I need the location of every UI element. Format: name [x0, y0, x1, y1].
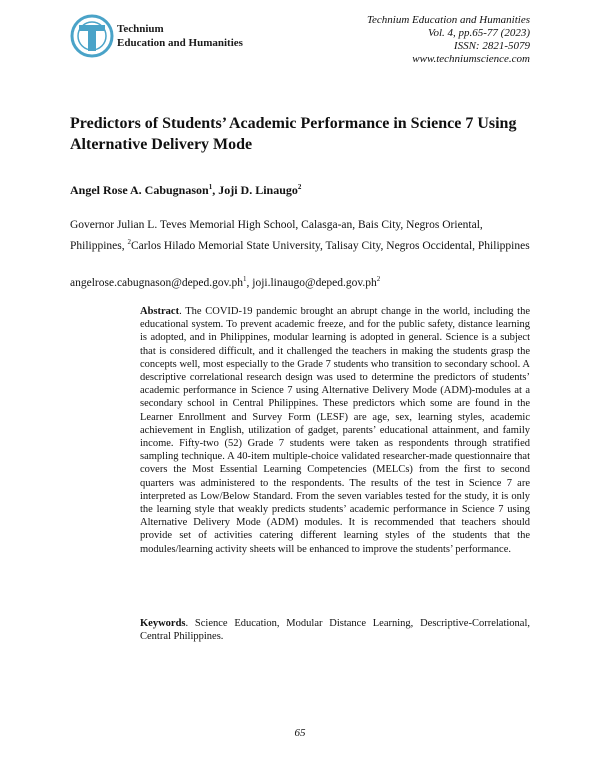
affiliations: [70, 217, 540, 255]
author-name: Angel Rose A. Cabugnason: [70, 183, 209, 197]
email-address: angelrose.cabugnason@deped.gov.ph: [70, 276, 244, 289]
email-address: joji.linaugo@deped.gov.ph: [252, 276, 377, 289]
email-separator: ,: [246, 276, 253, 289]
keywords: [140, 617, 530, 643]
technium-t-logo-icon: [70, 12, 114, 60]
abstract: [140, 305, 530, 556]
keywords-label: Keywords: [140, 618, 186, 629]
author-name: Joji D. Linaugo: [218, 183, 298, 197]
page-number: 65: [294, 727, 306, 739]
logo-line-1: Technium: [117, 23, 164, 35]
author-list: [70, 183, 301, 198]
journal-name: Technium Education and Humanities: [366, 14, 530, 26]
affiliation-mark: 2: [127, 238, 132, 246]
email-mark: 1: [243, 275, 247, 283]
journal-header: [367, 14, 530, 66]
abstract-label: Abstract: [140, 306, 180, 317]
abstract-text: . The COVID-19 pandemic brought an abrupt change in the world, including the educational system. To prevent academic freeze, and for the public safety, distance learning is adopted, and in Philippines, modular learning is adopted in general. Science is a subject that is considered difficult, and it challenged the teachers in making the students grasp the concepts well, most especially to the Grade 7 students who transition to secondary school. A descriptive correlational research design was used to determine the predictors of students’ academic performance in Science 7 using Alternative Delivery Mode (ADM)-modules at a secondary school in Central Philippines. These predictors which some are found in the Learner Enrollment and Survey Form (LESF) are age, sex, learning styles, academic achievement in English, utilization of gadget, parents’ educational attainment, and family income. Fifty-two (52) Grade 7 students were taken as respondents through stratified sampling technique. A 40-item multiple-choice validated researcher-made questionnaire that covers the Most Essential Learning Competencies (MELCs) from the first to second quarters was administered to the respondents. The results of the test in Science 7 are interpreted as Low/Below Standard. From the seven variables tested for the study, it is only the learning style that weakly predicts students’ academic performance in Science 7 using Alternative Delivery Mode (ADM) modules. It is recommended that teachers should provide set of activities catering different learning styles of the students that the modules/learning activity sheets will be enhanced to improve the students’ performance.: [140, 306, 530, 555]
author-affiliation-mark: 2: [297, 183, 302, 191]
author-affiliation-mark: 1: [208, 183, 213, 191]
journal-logo: [70, 12, 250, 60]
journal-website: www.techniumscience.com: [412, 53, 530, 65]
logo-text: [117, 22, 243, 50]
keywords-text: . Science Education, Modular Distance Learning, Descriptive-Correlational, Central Philippines.: [140, 618, 530, 643]
author-separator: ,: [212, 183, 219, 197]
email-mark: 2: [376, 275, 381, 283]
journal-issn: ISSN: 2821-5079: [453, 40, 530, 52]
journal-volume: Vol. 4, pp.65-77 (2023): [427, 27, 530, 39]
affiliation-1: Governor Julian L. Teves Memorial High School, Calasga-an, Bais City, Negros Oriental, Philippines,: [70, 219, 483, 252]
paper-title: Predictors of Students’ Academic Performance in Science 7 Using Alternative Delivery Mode: [70, 115, 517, 153]
affiliation-2: Carlos Hilado Memorial State University, Talisay City, Negros Occidental, Philippines: [131, 239, 530, 252]
logo-line-2: Education and Humanities: [117, 37, 243, 49]
author-emails: [70, 275, 380, 289]
